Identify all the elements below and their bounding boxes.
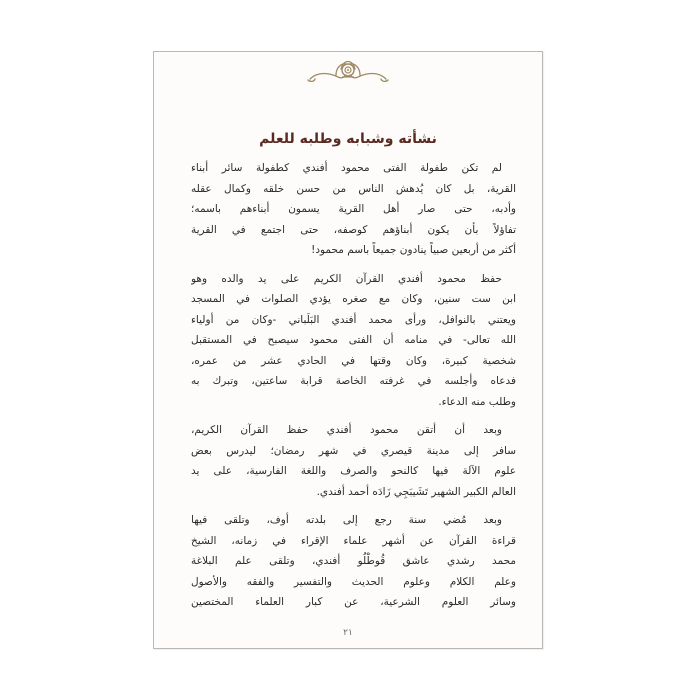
text-line: شخصية كبيرة، وكان وقتها في الحادي عشر من عمره، — [191, 354, 516, 367]
text-line: تفاؤلاً بأن يكون أبناؤهم كوصفه، حتى اجتمع في القرية — [191, 223, 516, 236]
text-line: سافر إلى مدينة قيصري في شهر رمضان؛ ليدرس بعض — [191, 444, 516, 457]
text-line: فدعاه وأجلسه في غرفته الخاصة قرابة ساعتين، وتبرك به — [191, 375, 516, 387]
body-text — [191, 158, 516, 621]
text-line: وسائر العلوم الشرعية، عن كبار العلماء المختصين — [191, 596, 516, 608]
text-line: لم تكن طفولة الفتى محمود أفندي كطفولة سائر أبناء — [191, 162, 502, 174]
text-line: حفظ محمود أفندي القرآن الكريم على يد والده وهو — [191, 272, 502, 285]
paragraph-3 — [191, 420, 516, 502]
text-line: وطلب منه الدعاء. — [438, 395, 516, 408]
text-line: وبعد أن أتقن محمود أفندي حفظ القرآن الكريم، — [191, 424, 502, 436]
text-line: العالم الكبير الشهير تَشَيبَجِي زَادَه أحمد أفندي. — [316, 485, 516, 498]
floral-ornament-icon — [306, 55, 390, 85]
text-line: وبعد مُضي سنة رجع إلى بلدته أوف، وتلقى فيها — [191, 514, 502, 526]
text-line: قراءة القرآن عن أشهر علماء الإقراء في زمانه، الشيخ — [191, 534, 516, 547]
paragraph-2 — [191, 269, 516, 413]
paragraph-4 — [191, 510, 516, 613]
text-line: وعلم الكلام وعلوم الحديث والتفسير والفقه والأصول — [191, 575, 516, 588]
text-line: وأدبه، حتى صار أهل القرية يسمون أبناءهم باسمه؛ — [191, 203, 516, 215]
page-number: ٢١ — [343, 628, 353, 638]
text-line: علوم الآلة فيها كالنحو والصرف واللغة الفارسية، على يد — [191, 465, 516, 477]
paragraph-1 — [191, 158, 516, 261]
text-line: أكثر من أربعين صبياً ينادون جميعاً باسم محمود! — [311, 244, 516, 256]
text-line: ابن ست سنين، وكان مع صغره يؤدي الصلوات في المسجد — [191, 293, 516, 305]
text-line: الله تعالى- في منامه أن الفتى محمود سيصبح في المستقبل — [191, 334, 516, 346]
text-line: محمد رشدي عاشق قُوطْلُو أفندي، وتلقى علم البلاغة — [191, 555, 516, 567]
section-title: نشأته وشبابه وطلبه للعلم — [259, 131, 437, 147]
text-line: القرية، بل كان يُدهش الناس من حسن خلقه وكمال عقله — [191, 182, 516, 195]
book-page — [153, 51, 543, 649]
text-line: ويعتني بالنوافل، ورأى محمد أفندي البَلَباني -وكان من أولياء — [191, 313, 516, 326]
